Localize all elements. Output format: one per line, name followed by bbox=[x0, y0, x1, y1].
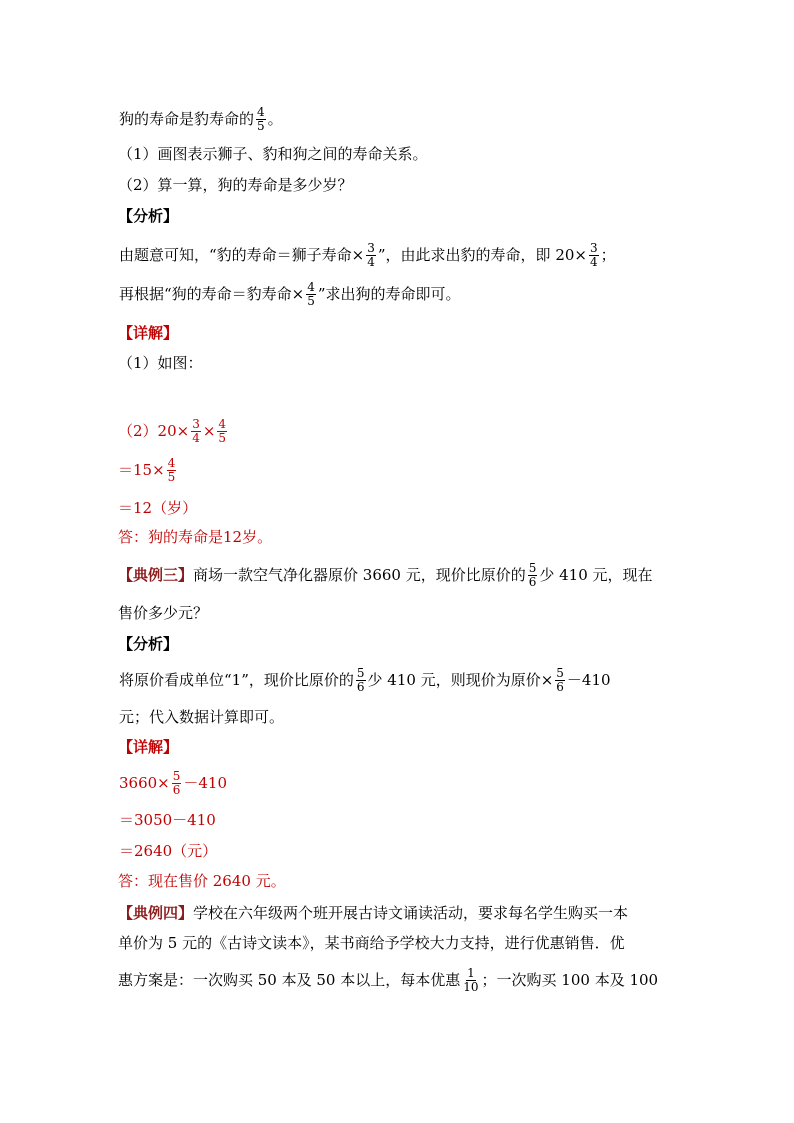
fraction: $\frac{3}{4}$ bbox=[367, 240, 375, 269]
question-1: （1）画图表示狮子、豹和狗之间的寿命关系。 bbox=[118, 145, 428, 163]
fraction: $\frac{4}{5}$ bbox=[218, 416, 227, 445]
detail-heading-2: 【详解】 bbox=[118, 738, 179, 756]
fraction: $\frac{4}{5}$ bbox=[307, 279, 315, 308]
calc-line-1: （2）20× $\frac{3}{4}$ × $\frac{4}{5}$ bbox=[118, 416, 227, 445]
fraction: $\frac{3}{4}$ bbox=[192, 416, 200, 445]
analysis-1-line-2: 再根据“狗的寿命＝豹寿命× $\frac{4}{5}$ ”求出狗的寿命即可。 bbox=[119, 279, 461, 308]
calc-line-3: ＝12（岁） bbox=[118, 499, 198, 517]
analysis-2-line-2: 元；代入数据计算即可。 bbox=[119, 708, 285, 726]
calc-line-2: ＝15× $\frac{4}{5}$ bbox=[118, 455, 176, 484]
example-4-line-2: 单价为 5 元的《古诗文读本》，某书商给予学校大力支持，进行优惠销售．优 bbox=[118, 934, 625, 952]
analysis-2-line-1: 将原价看成单位“1”，现价比原价的 $\frac{5}{6}$ 少 410 元，则现价为原价× $\frac{5}{6}$ －410 bbox=[119, 665, 611, 694]
calc2-line-1: 3660× $\frac{5}{6}$ －410 bbox=[119, 768, 228, 797]
question-2: （2）算一算，狗的寿命是多少岁？ bbox=[118, 176, 353, 194]
answer-2: 答：现在售价 2640 元。 bbox=[118, 872, 286, 890]
calc2-line-2: ＝3050－410 bbox=[119, 811, 216, 829]
analysis-heading-2: 【分析】 bbox=[118, 635, 179, 653]
example-4-line-1: 【典例四】 学校在六年级两个班开展古诗文诵读活动，要求每名学生购买一本 bbox=[118, 904, 629, 922]
fraction: $\frac{5}{6}$ bbox=[356, 665, 365, 694]
example-4-line-3: 惠方案是：一次购买 50 本及 50 本以上，每本优惠 $\frac{1}{10}$ ；一次购买 100 本及 100 bbox=[118, 965, 659, 994]
answer-part-1: （1）如图： bbox=[118, 354, 203, 372]
example-3-line-2: 售价多少元？ bbox=[118, 604, 209, 622]
fraction: $\frac{1}{10}$ bbox=[463, 965, 479, 994]
answer-1: 答：狗的寿命是 12 岁。 bbox=[118, 528, 273, 546]
fraction: $\frac{5}{6}$ bbox=[556, 665, 564, 694]
example-3-line-1: 【典例三】 商场一款空气净化器原价 3660 元，现价比原价的 $\frac{5}{6}$ 少 410 元，现在 bbox=[118, 560, 653, 589]
analysis-1-line-1: 由题意可知，“豹的寿命＝狮子寿命× $\frac{3}{4}$ ”，由此求出豹的寿命，即 20× $\frac{3}{4}$ ； bbox=[119, 240, 616, 269]
fraction: $\frac{3}{4}$ bbox=[589, 240, 598, 269]
fraction: $\frac{4}{5}$ bbox=[257, 104, 265, 133]
detail-heading-1: 【详解】 bbox=[118, 324, 179, 342]
fraction: $\frac{5}{6}$ bbox=[172, 768, 181, 797]
fraction: $\frac{5}{6}$ bbox=[528, 560, 537, 589]
problem-condition-line: 狗的寿命是豹寿命的 $\frac{4}{5}$ 。 bbox=[119, 104, 283, 133]
calc2-line-3: ＝2640（元） bbox=[119, 842, 218, 860]
analysis-heading-1: 【分析】 bbox=[118, 207, 179, 225]
fraction: $\frac{4}{5}$ bbox=[167, 455, 176, 484]
